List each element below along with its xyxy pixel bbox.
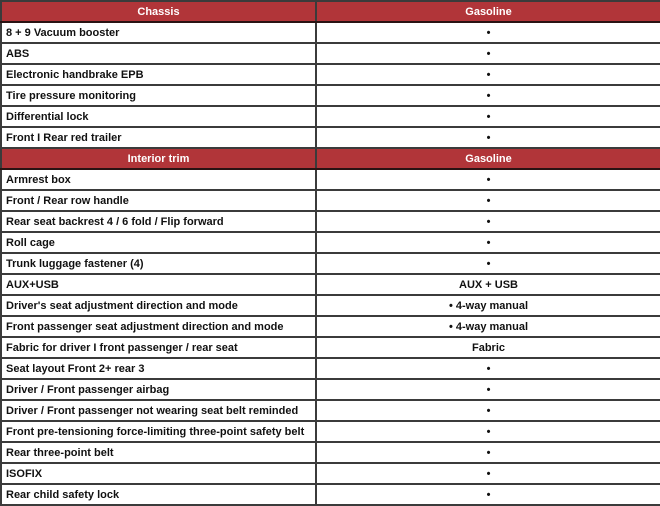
section-header-row (1, 148, 660, 169)
table-row (1, 484, 660, 505)
feature-value: AUX + USB (316, 274, 660, 295)
section-column-header: Gasoline (316, 148, 660, 169)
feature-value: • (316, 43, 660, 64)
feature-value: • (316, 358, 660, 379)
table-row (1, 463, 660, 484)
feature-value: • (316, 484, 660, 505)
table-row (1, 232, 660, 253)
table-row (1, 169, 660, 190)
table-row (1, 316, 660, 337)
feature-label: Armrest box (1, 169, 316, 190)
feature-label: Rear three-point belt (1, 442, 316, 463)
feature-value: • (316, 169, 660, 190)
table-row (1, 358, 660, 379)
table-row (1, 22, 660, 43)
feature-label: ABS (1, 43, 316, 64)
table-row (1, 64, 660, 85)
feature-value: • (316, 421, 660, 442)
feature-label: AUX+USB (1, 274, 316, 295)
table-row (1, 400, 660, 421)
section-header-row (1, 1, 660, 22)
feature-label: Front pre-tensioning force-limiting three-point safety belt (1, 421, 316, 442)
feature-value: • 4-way manual (316, 316, 660, 337)
table-row (1, 106, 660, 127)
feature-label: Front I Rear red trailer (1, 127, 316, 148)
feature-label: Trunk luggage fastener (4) (1, 253, 316, 274)
feature-value: • (316, 211, 660, 232)
table-row (1, 43, 660, 64)
table-row (1, 421, 660, 442)
feature-label: Rear child safety lock (1, 484, 316, 505)
table-row (1, 274, 660, 295)
feature-value: • (316, 253, 660, 274)
feature-label: Fabric for driver I front passenger / rear seat (1, 337, 316, 358)
table-row (1, 337, 660, 358)
feature-value: Fabric (316, 337, 660, 358)
feature-value: • (316, 106, 660, 127)
table-row (1, 295, 660, 316)
table-row (1, 85, 660, 106)
feature-value: • (316, 127, 660, 148)
section-title: Interior trim (1, 148, 316, 169)
feature-value: • (316, 190, 660, 211)
feature-value: • (316, 22, 660, 43)
feature-value: • (316, 442, 660, 463)
table-row (1, 379, 660, 400)
feature-value: • (316, 85, 660, 106)
feature-value: • (316, 463, 660, 484)
feature-value: • (316, 64, 660, 85)
feature-value: • (316, 400, 660, 421)
feature-label: ISOFIX (1, 463, 316, 484)
table-row (1, 190, 660, 211)
feature-value: • (316, 232, 660, 253)
table-row (1, 442, 660, 463)
table-row (1, 127, 660, 148)
feature-label: Front / Rear row handle (1, 190, 316, 211)
feature-label: Driver / Front passenger not wearing seat belt reminded (1, 400, 316, 421)
table-row (1, 211, 660, 232)
feature-label: Electronic handbrake EPB (1, 64, 316, 85)
feature-label: Rear seat backrest 4 / 6 fold / Flip forward (1, 211, 316, 232)
section-column-header: Gasoline (316, 1, 660, 22)
feature-value: • (316, 379, 660, 400)
feature-label: Seat layout Front 2+ rear 3 (1, 358, 316, 379)
feature-label: Driver / Front passenger airbag (1, 379, 316, 400)
section-title: Chassis (1, 1, 316, 22)
feature-label: Differential lock (1, 106, 316, 127)
feature-label: Driver's seat adjustment direction and mode (1, 295, 316, 316)
feature-label: Front passenger seat adjustment direction and mode (1, 316, 316, 337)
feature-label: 8 + 9 Vacuum booster (1, 22, 316, 43)
feature-label: Tire pressure monitoring (1, 85, 316, 106)
table-row (1, 253, 660, 274)
feature-label: Roll cage (1, 232, 316, 253)
feature-value: • 4-way manual (316, 295, 660, 316)
spec-table-body (1, 1, 660, 505)
